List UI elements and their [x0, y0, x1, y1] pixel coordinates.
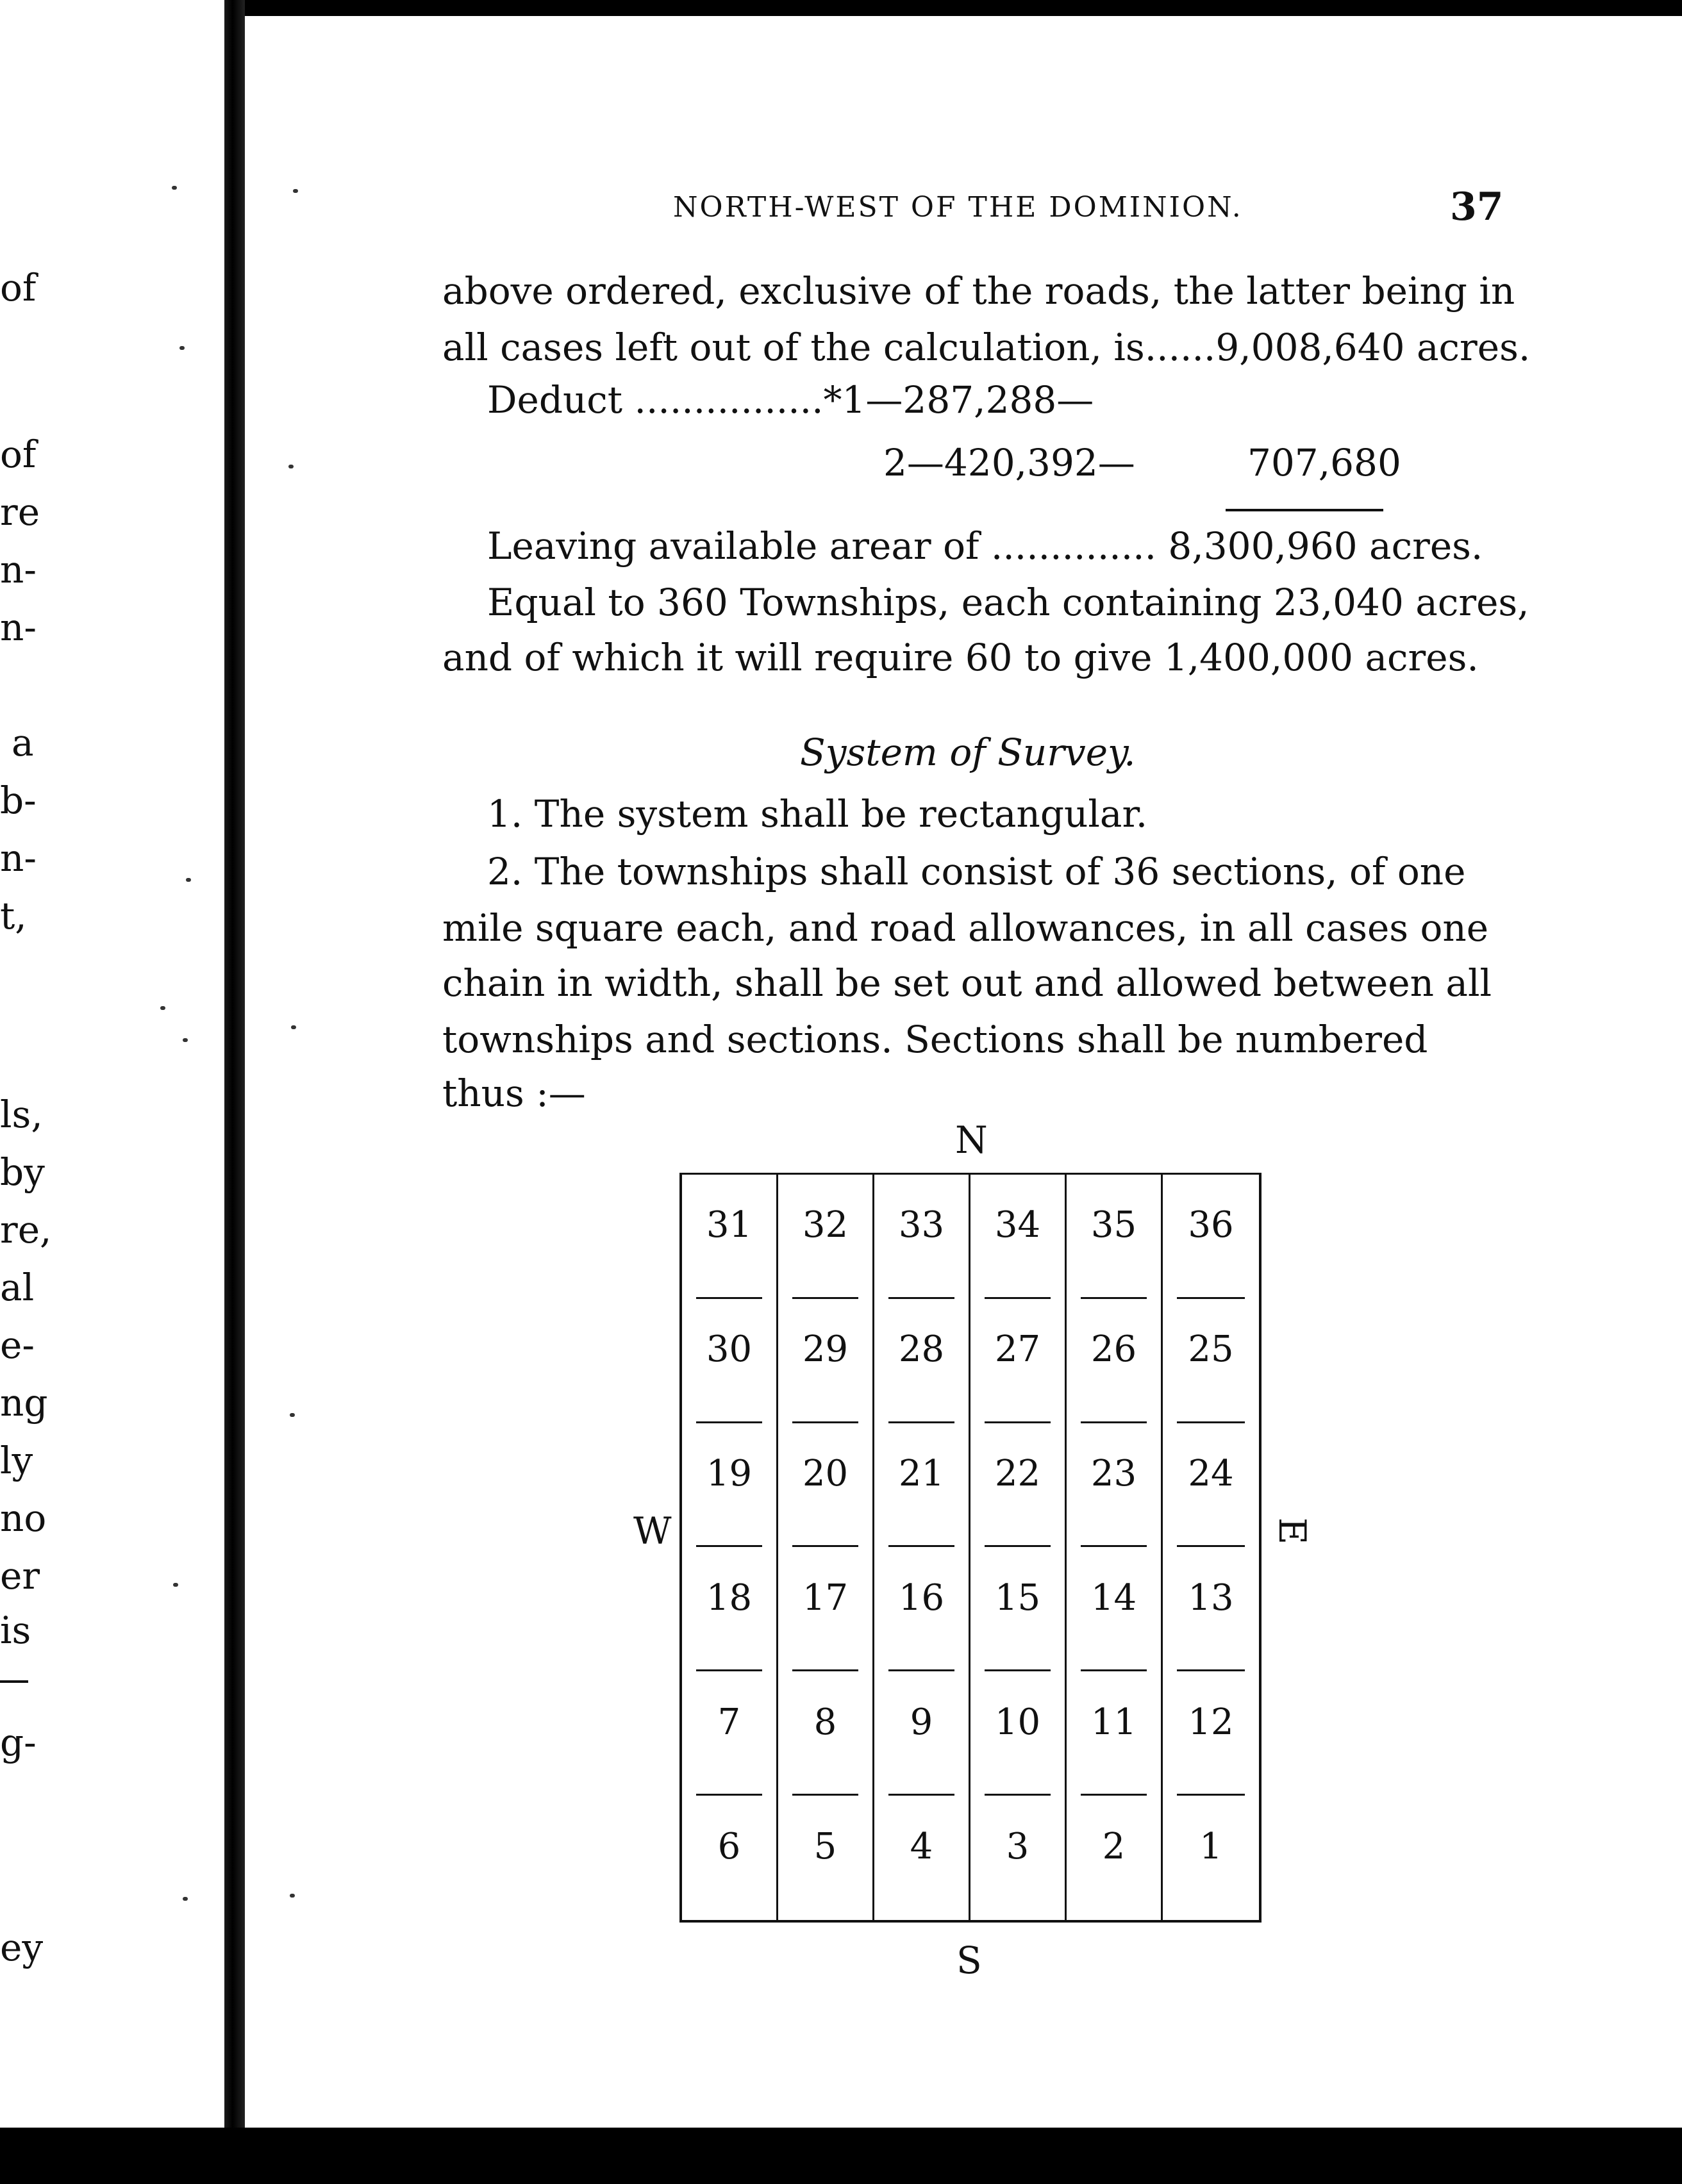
left-page-dash	[0, 1680, 28, 1683]
left-page-fragment: t,	[0, 894, 27, 938]
deduct-line: 2—420,392—	[883, 441, 1135, 484]
section-number: 10	[994, 1701, 1041, 1743]
rule-line: mile square each, and road allowances, in all cases one	[442, 906, 1489, 950]
section-number: 13	[1188, 1576, 1234, 1619]
section-cell	[682, 1423, 778, 1548]
section-cell	[1163, 1547, 1259, 1671]
section-number: 32	[802, 1204, 849, 1246]
section-number: 28	[898, 1328, 945, 1371]
section-cell	[1163, 1671, 1259, 1796]
left-page-fragment: re	[0, 490, 40, 534]
section-number: 25	[1188, 1328, 1234, 1371]
body-line: all cases left out of the calculation, is......9,008,640 acres.	[442, 326, 1531, 369]
left-page-fragment: a	[12, 721, 34, 765]
east-label: E	[1270, 1517, 1315, 1545]
left-page-fragment: er	[0, 1554, 40, 1598]
body-line: above ordered, exclusive of the roads, the latter being in	[442, 269, 1515, 313]
section-cell	[1163, 1423, 1259, 1548]
section-number: 35	[1090, 1204, 1137, 1246]
section-number: 21	[898, 1453, 945, 1495]
book-gutter	[224, 0, 245, 2128]
rule-line: 2. The townships shall consist of 36 sections, of one	[487, 850, 1466, 893]
left-page-fragment: re,	[0, 1208, 52, 1252]
rule-line: chain in width, shall be set out and allowed between all	[442, 961, 1492, 1005]
section-cell	[874, 1796, 970, 1920]
left-page-fragment: by	[0, 1150, 45, 1194]
south-label: S	[956, 1939, 982, 1982]
section-number: 9	[910, 1701, 933, 1743]
section-number: 8	[813, 1701, 837, 1743]
left-page-edge	[0, 0, 224, 2128]
leaving-line: Leaving available arear of .............. 8,300,960 acres.	[487, 524, 1483, 568]
township-grid	[679, 1173, 1262, 1923]
section-cell	[970, 1423, 1067, 1548]
section-cell	[874, 1547, 970, 1671]
left-page-fragment: n-	[0, 548, 37, 592]
ink-speck	[293, 189, 298, 193]
section-cell	[874, 1175, 970, 1299]
section-cell	[970, 1299, 1067, 1423]
section-number: 27	[994, 1328, 1041, 1371]
running-head: NORTH-WEST OF THE DOMINION.	[673, 191, 1243, 224]
section-cell	[1067, 1671, 1163, 1796]
section-number: 4	[910, 1825, 933, 1867]
section-number: 5	[813, 1825, 837, 1867]
section-number: 16	[898, 1576, 945, 1619]
section-cell	[874, 1671, 970, 1796]
section-cell	[778, 1547, 874, 1671]
rule-line: townships and sections. Sections shall be numbered	[442, 1018, 1428, 1061]
ink-speck	[186, 878, 191, 882]
section-cell	[778, 1175, 874, 1299]
left-page-fragment: ls,	[0, 1093, 43, 1136]
section-number: 26	[1090, 1328, 1137, 1371]
section-cell	[682, 1671, 778, 1796]
section-number: 31	[706, 1204, 753, 1246]
section-cell	[682, 1175, 778, 1299]
section-cell	[1163, 1299, 1259, 1423]
ink-speck	[183, 1038, 188, 1042]
left-page-fragment: of	[0, 433, 37, 476]
section-cell	[778, 1671, 874, 1796]
section-number: 2	[1102, 1825, 1126, 1867]
ink-speck	[173, 1583, 178, 1587]
section-number: 34	[994, 1204, 1041, 1246]
section-cell	[778, 1423, 874, 1548]
section-cell	[1067, 1796, 1163, 1920]
section-number: 14	[1090, 1576, 1137, 1619]
ink-speck	[290, 1413, 295, 1417]
section-cell	[682, 1796, 778, 1920]
section-number: 17	[802, 1576, 849, 1619]
deduct-total: 707,680	[1247, 441, 1401, 484]
left-page-fragment: of	[0, 266, 37, 310]
equal-line: and of which it will require 60 to give 1,400,000 acres.	[442, 636, 1479, 679]
left-page-fragment: b-	[0, 779, 37, 822]
ink-speck	[183, 1897, 188, 1901]
left-page-fragment: ey	[0, 1926, 44, 1969]
left-page-fragment: n-	[0, 836, 37, 880]
section-cell	[1067, 1423, 1163, 1548]
section-cell	[970, 1547, 1067, 1671]
section-cell	[1067, 1547, 1163, 1671]
left-page-fragment: n-	[0, 606, 37, 649]
equal-line: Equal to 360 Townships, each containing 23,040 acres,	[487, 581, 1529, 624]
rule-line: thus :—	[442, 1071, 586, 1115]
section-number: 33	[898, 1204, 945, 1246]
section-number: 29	[802, 1328, 849, 1371]
left-page-fragment: is	[0, 1609, 31, 1652]
ink-speck	[172, 186, 177, 190]
ink-speck	[179, 346, 185, 350]
section-cell	[778, 1796, 874, 1920]
north-label: N	[955, 1118, 988, 1162]
section-cell	[1163, 1796, 1259, 1920]
section-number: 18	[706, 1576, 753, 1619]
section-number: 23	[1090, 1453, 1137, 1495]
section-cell	[682, 1547, 778, 1671]
section-number: 15	[994, 1576, 1041, 1619]
ink-speck	[290, 1894, 295, 1898]
section-heading: System of Survey.	[800, 731, 1136, 774]
ink-speck	[291, 1025, 296, 1029]
rule-line: 1. The system shall be rectangular.	[487, 792, 1148, 836]
section-cell	[970, 1175, 1067, 1299]
section-number: 22	[994, 1453, 1041, 1495]
left-page-fragment: e-	[0, 1323, 35, 1367]
section-cell	[682, 1299, 778, 1423]
section-number: 24	[1188, 1453, 1234, 1495]
west-label: W	[633, 1509, 672, 1553]
scan-border	[0, 2128, 1682, 2184]
section-number: 11	[1090, 1701, 1137, 1743]
left-page-fragment: al	[0, 1266, 35, 1309]
left-page-fragment: ly	[0, 1439, 33, 1482]
section-number: 3	[1006, 1825, 1029, 1867]
section-number: 1	[1199, 1825, 1222, 1867]
section-cell	[1067, 1175, 1163, 1299]
page-number: 37	[1450, 185, 1504, 229]
section-cell	[778, 1299, 874, 1423]
left-page-fragment: ng	[0, 1381, 48, 1425]
ink-speck	[160, 1006, 165, 1010]
section-number: 7	[717, 1701, 741, 1743]
section-cell	[874, 1423, 970, 1548]
sum-rule	[1226, 509, 1383, 511]
section-cell	[1163, 1175, 1259, 1299]
section-number: 6	[717, 1825, 741, 1867]
ink-speck	[288, 465, 294, 468]
section-number: 30	[706, 1328, 753, 1371]
section-cell	[970, 1671, 1067, 1796]
left-page-fragment: g-	[0, 1721, 37, 1764]
section-cell	[970, 1796, 1067, 1920]
section-number: 19	[706, 1453, 753, 1495]
left-page-fragment: no	[0, 1496, 47, 1540]
section-cell	[874, 1299, 970, 1423]
section-number: 20	[802, 1453, 849, 1495]
section-cell	[1067, 1299, 1163, 1423]
section-number: 12	[1188, 1701, 1234, 1743]
deduct-line: Deduct ................*1—287,288—	[487, 378, 1094, 422]
section-number: 36	[1188, 1204, 1234, 1246]
